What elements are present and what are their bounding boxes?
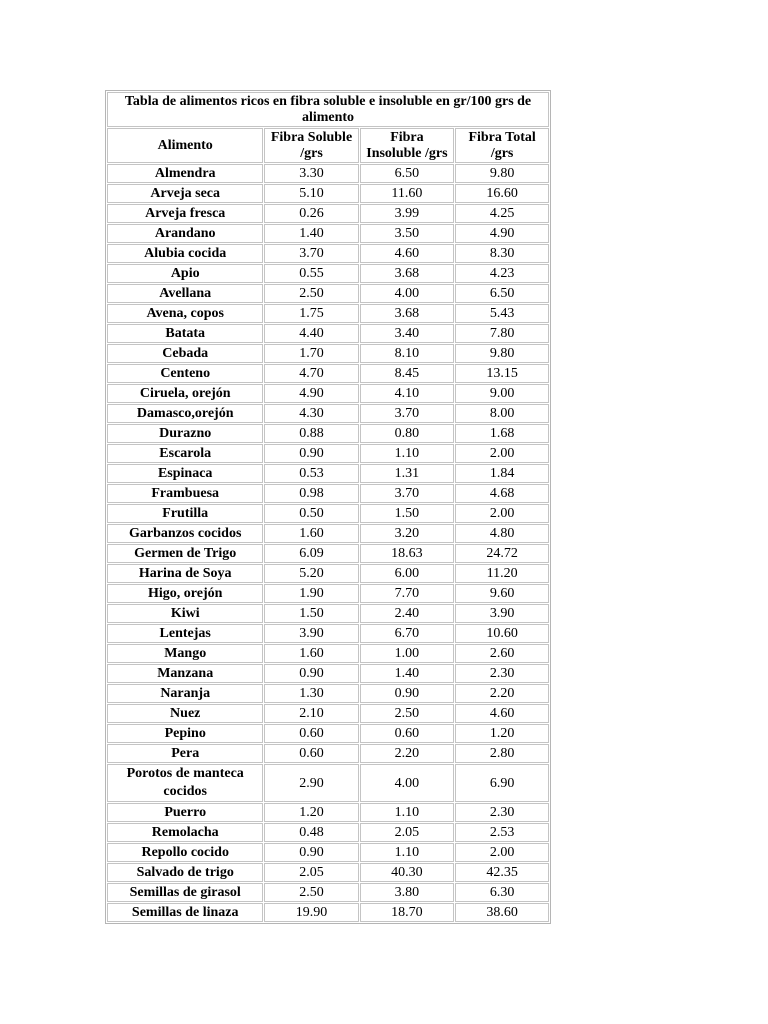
insoluble-cell: 1.00 bbox=[360, 644, 455, 663]
table-row bbox=[107, 764, 549, 802]
total-cell: 16.60 bbox=[455, 184, 549, 203]
insoluble-cell: 3.70 bbox=[360, 404, 455, 423]
table-row bbox=[107, 424, 549, 443]
table-row bbox=[107, 364, 549, 383]
table-row bbox=[107, 184, 549, 203]
food-cell: Almendra bbox=[107, 164, 263, 183]
soluble-cell: 3.70 bbox=[264, 244, 358, 263]
food-cell: Manzana bbox=[107, 664, 263, 683]
food-cell: Kiwi bbox=[107, 604, 263, 623]
table-row bbox=[107, 284, 549, 303]
soluble-cell: 2.10 bbox=[264, 704, 358, 723]
food-cell: Frutilla bbox=[107, 504, 263, 523]
table-row bbox=[107, 524, 549, 543]
total-cell: 13.15 bbox=[455, 364, 549, 383]
total-cell: 6.50 bbox=[455, 284, 549, 303]
soluble-cell: 19.90 bbox=[264, 903, 358, 922]
total-cell: 2.60 bbox=[455, 644, 549, 663]
total-cell: 2.00 bbox=[455, 444, 549, 463]
table-row bbox=[107, 843, 549, 862]
food-cell: Lentejas bbox=[107, 624, 263, 643]
insoluble-cell: 1.10 bbox=[360, 803, 455, 822]
soluble-cell: 0.55 bbox=[264, 264, 358, 283]
insoluble-cell: 18.70 bbox=[360, 903, 455, 922]
food-cell: Arveja fresca bbox=[107, 204, 263, 223]
insoluble-cell: 6.50 bbox=[360, 164, 455, 183]
insoluble-cell: 2.05 bbox=[360, 823, 455, 842]
soluble-cell: 1.50 bbox=[264, 604, 358, 623]
insoluble-cell: 1.40 bbox=[360, 664, 455, 683]
total-cell: 8.30 bbox=[455, 244, 549, 263]
food-cell: Arandano bbox=[107, 224, 263, 243]
table-row bbox=[107, 624, 549, 643]
table-row bbox=[107, 684, 549, 703]
insoluble-cell: 4.60 bbox=[360, 244, 455, 263]
table-row bbox=[107, 823, 549, 842]
table-row bbox=[107, 744, 549, 763]
table-row bbox=[107, 264, 549, 283]
food-cell: Salvado de trigo bbox=[107, 863, 263, 882]
soluble-cell: 1.75 bbox=[264, 304, 358, 323]
table-row bbox=[107, 664, 549, 683]
soluble-cell: 0.48 bbox=[264, 823, 358, 842]
column-header-soluble: Fibra Soluble /grs bbox=[264, 128, 358, 163]
food-cell: Germen de Trigo bbox=[107, 544, 263, 563]
soluble-cell: 1.70 bbox=[264, 344, 358, 363]
insoluble-cell: 3.99 bbox=[360, 204, 455, 223]
insoluble-cell: 3.68 bbox=[360, 264, 455, 283]
insoluble-cell: 3.68 bbox=[360, 304, 455, 323]
food-cell: Ciruela, orejón bbox=[107, 384, 263, 403]
food-cell: Alubia cocida bbox=[107, 244, 263, 263]
insoluble-cell: 8.10 bbox=[360, 344, 455, 363]
soluble-cell: 3.90 bbox=[264, 624, 358, 643]
food-cell: Pepino bbox=[107, 724, 263, 743]
insoluble-cell: 3.20 bbox=[360, 524, 455, 543]
insoluble-cell: 11.60 bbox=[360, 184, 455, 203]
total-cell: 1.68 bbox=[455, 424, 549, 443]
insoluble-cell: 3.80 bbox=[360, 883, 455, 902]
food-cell: Repollo cocido bbox=[107, 843, 263, 862]
insoluble-cell: 4.10 bbox=[360, 384, 455, 403]
insoluble-cell: 4.00 bbox=[360, 764, 455, 802]
food-cell: Semillas de girasol bbox=[107, 883, 263, 902]
total-cell: 9.80 bbox=[455, 164, 549, 183]
food-cell: Espinaca bbox=[107, 464, 263, 483]
total-cell: 38.60 bbox=[455, 903, 549, 922]
table-title-row bbox=[107, 92, 549, 127]
soluble-cell: 4.70 bbox=[264, 364, 358, 383]
insoluble-cell: 8.45 bbox=[360, 364, 455, 383]
food-cell: Cebada bbox=[107, 344, 263, 363]
food-cell: Avellana bbox=[107, 284, 263, 303]
soluble-cell: 0.60 bbox=[264, 724, 358, 743]
soluble-cell: 0.26 bbox=[264, 204, 358, 223]
food-cell: Mango bbox=[107, 644, 263, 663]
insoluble-cell: 18.63 bbox=[360, 544, 455, 563]
table-row bbox=[107, 404, 549, 423]
food-cell: Semillas de linaza bbox=[107, 903, 263, 922]
soluble-cell: 6.09 bbox=[264, 544, 358, 563]
soluble-cell: 1.40 bbox=[264, 224, 358, 243]
insoluble-cell: 0.60 bbox=[360, 724, 455, 743]
soluble-cell: 5.20 bbox=[264, 564, 358, 583]
food-cell: Remolacha bbox=[107, 823, 263, 842]
total-cell: 3.90 bbox=[455, 604, 549, 623]
food-cell: Puerro bbox=[107, 803, 263, 822]
insoluble-cell: 6.70 bbox=[360, 624, 455, 643]
total-cell: 2.53 bbox=[455, 823, 549, 842]
soluble-cell: 5.10 bbox=[264, 184, 358, 203]
column-header-total: Fibra Total /grs bbox=[455, 128, 549, 163]
insoluble-cell: 6.00 bbox=[360, 564, 455, 583]
insoluble-cell: 1.10 bbox=[360, 843, 455, 862]
food-cell: Porotos de manteca cocidos bbox=[107, 764, 263, 802]
total-cell: 9.00 bbox=[455, 384, 549, 403]
table-row bbox=[107, 704, 549, 723]
soluble-cell: 1.60 bbox=[264, 524, 358, 543]
soluble-cell: 4.90 bbox=[264, 384, 358, 403]
soluble-cell: 1.20 bbox=[264, 803, 358, 822]
table-row bbox=[107, 384, 549, 403]
insoluble-cell: 3.70 bbox=[360, 484, 455, 503]
fiber-table-body bbox=[107, 92, 549, 922]
soluble-cell: 0.90 bbox=[264, 843, 358, 862]
soluble-cell: 4.40 bbox=[264, 324, 358, 343]
food-cell: Frambuesa bbox=[107, 484, 263, 503]
table-row bbox=[107, 584, 549, 603]
table-row bbox=[107, 304, 549, 323]
total-cell: 4.23 bbox=[455, 264, 549, 283]
total-cell: 4.68 bbox=[455, 484, 549, 503]
table-row bbox=[107, 464, 549, 483]
food-cell: Avena, copos bbox=[107, 304, 263, 323]
table-header-row bbox=[107, 128, 549, 163]
table-row bbox=[107, 724, 549, 743]
food-cell: Nuez bbox=[107, 704, 263, 723]
column-header-food: Alimento bbox=[107, 128, 263, 163]
insoluble-cell: 1.31 bbox=[360, 464, 455, 483]
insoluble-cell: 1.10 bbox=[360, 444, 455, 463]
table-row bbox=[107, 324, 549, 343]
insoluble-cell: 7.70 bbox=[360, 584, 455, 603]
table-row bbox=[107, 604, 549, 623]
total-cell: 2.80 bbox=[455, 744, 549, 763]
table-row bbox=[107, 564, 549, 583]
soluble-cell: 1.60 bbox=[264, 644, 358, 663]
total-cell: 9.80 bbox=[455, 344, 549, 363]
insoluble-cell: 2.40 bbox=[360, 604, 455, 623]
total-cell: 9.60 bbox=[455, 584, 549, 603]
table-row bbox=[107, 803, 549, 822]
insoluble-cell: 2.20 bbox=[360, 744, 455, 763]
insoluble-cell: 3.40 bbox=[360, 324, 455, 343]
soluble-cell: 0.90 bbox=[264, 664, 358, 683]
total-cell: 4.80 bbox=[455, 524, 549, 543]
soluble-cell: 0.90 bbox=[264, 444, 358, 463]
total-cell: 2.30 bbox=[455, 803, 549, 822]
soluble-cell: 3.30 bbox=[264, 164, 358, 183]
total-cell: 4.90 bbox=[455, 224, 549, 243]
table-row bbox=[107, 344, 549, 363]
table-row bbox=[107, 544, 549, 563]
table-row bbox=[107, 204, 549, 223]
soluble-cell: 1.30 bbox=[264, 684, 358, 703]
total-cell: 4.25 bbox=[455, 204, 549, 223]
food-cell: Garbanzos cocidos bbox=[107, 524, 263, 543]
soluble-cell: 2.90 bbox=[264, 764, 358, 802]
total-cell: 6.30 bbox=[455, 883, 549, 902]
soluble-cell: 0.98 bbox=[264, 484, 358, 503]
total-cell: 6.90 bbox=[455, 764, 549, 802]
total-cell: 4.60 bbox=[455, 704, 549, 723]
soluble-cell: 0.60 bbox=[264, 744, 358, 763]
total-cell: 42.35 bbox=[455, 863, 549, 882]
insoluble-cell: 2.50 bbox=[360, 704, 455, 723]
total-cell: 2.20 bbox=[455, 684, 549, 703]
insoluble-cell: 40.30 bbox=[360, 863, 455, 882]
table-row bbox=[107, 504, 549, 523]
insoluble-cell: 1.50 bbox=[360, 504, 455, 523]
table-row bbox=[107, 224, 549, 243]
column-header-insoluble: Fibra Insoluble /grs bbox=[360, 128, 455, 163]
table-row bbox=[107, 444, 549, 463]
food-cell: Damasco,orejón bbox=[107, 404, 263, 423]
food-cell: Harina de Soya bbox=[107, 564, 263, 583]
fiber-table bbox=[105, 90, 551, 924]
table-row bbox=[107, 644, 549, 663]
soluble-cell: 1.90 bbox=[264, 584, 358, 603]
soluble-cell: 0.50 bbox=[264, 504, 358, 523]
soluble-cell: 2.50 bbox=[264, 284, 358, 303]
soluble-cell: 2.50 bbox=[264, 883, 358, 902]
insoluble-cell: 0.80 bbox=[360, 424, 455, 443]
total-cell: 24.72 bbox=[455, 544, 549, 563]
soluble-cell: 0.53 bbox=[264, 464, 358, 483]
soluble-cell: 4.30 bbox=[264, 404, 358, 423]
table-row bbox=[107, 863, 549, 882]
food-cell: Durazno bbox=[107, 424, 263, 443]
food-cell: Naranja bbox=[107, 684, 263, 703]
insoluble-cell: 0.90 bbox=[360, 684, 455, 703]
food-cell: Apio bbox=[107, 264, 263, 283]
total-cell: 1.84 bbox=[455, 464, 549, 483]
total-cell: 2.30 bbox=[455, 664, 549, 683]
soluble-cell: 0.88 bbox=[264, 424, 358, 443]
total-cell: 11.20 bbox=[455, 564, 549, 583]
total-cell: 2.00 bbox=[455, 504, 549, 523]
table-title: Tabla de alimentos ricos en fibra soluble e insoluble en gr/100 grs de alimento bbox=[107, 92, 549, 127]
food-cell: Pera bbox=[107, 744, 263, 763]
table-row bbox=[107, 883, 549, 902]
table-row bbox=[107, 903, 549, 922]
food-cell: Arveja seca bbox=[107, 184, 263, 203]
table-row bbox=[107, 244, 549, 263]
food-cell: Centeno bbox=[107, 364, 263, 383]
total-cell: 2.00 bbox=[455, 843, 549, 862]
soluble-cell: 2.05 bbox=[264, 863, 358, 882]
insoluble-cell: 4.00 bbox=[360, 284, 455, 303]
table-row bbox=[107, 164, 549, 183]
total-cell: 10.60 bbox=[455, 624, 549, 643]
total-cell: 1.20 bbox=[455, 724, 549, 743]
total-cell: 5.43 bbox=[455, 304, 549, 323]
table-row bbox=[107, 484, 549, 503]
total-cell: 7.80 bbox=[455, 324, 549, 343]
food-cell: Higo, orejón bbox=[107, 584, 263, 603]
food-cell: Escarola bbox=[107, 444, 263, 463]
food-cell: Batata bbox=[107, 324, 263, 343]
insoluble-cell: 3.50 bbox=[360, 224, 455, 243]
total-cell: 8.00 bbox=[455, 404, 549, 423]
